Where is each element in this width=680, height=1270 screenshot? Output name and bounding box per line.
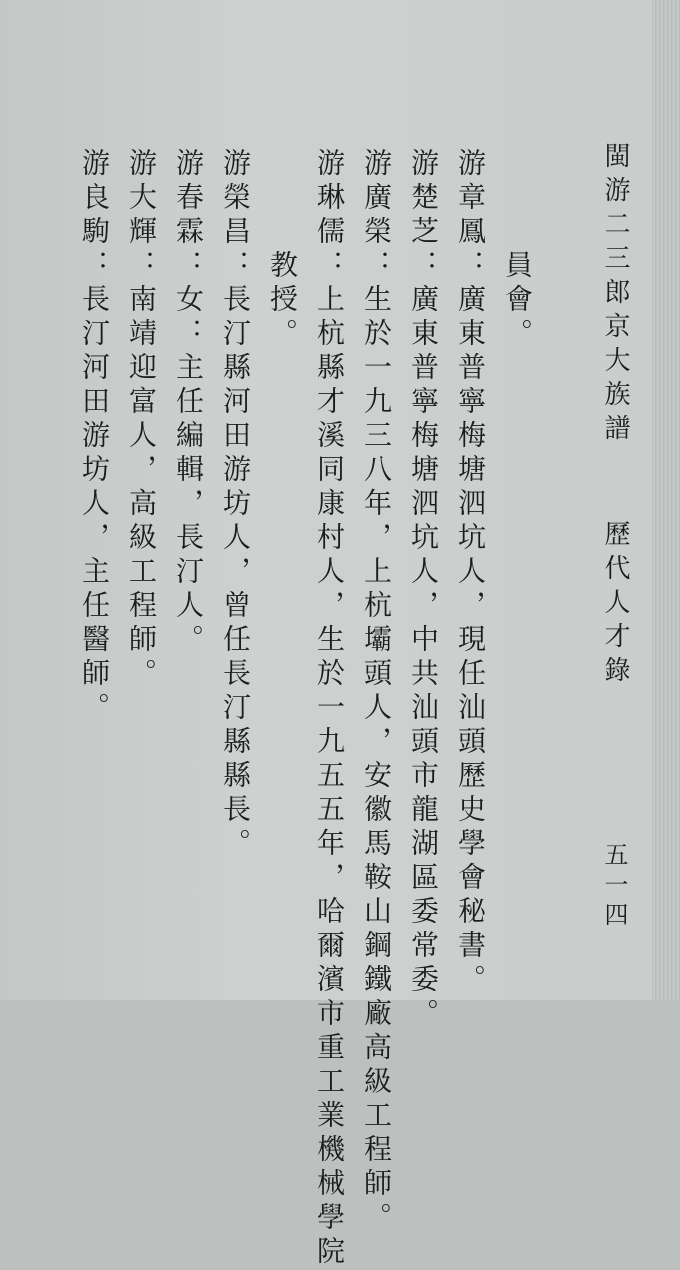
entry-you-liangju: 游良駒：長汀河田游坊人，主任醫師。 xyxy=(78,148,111,726)
section-title: 歷代人才錄 xyxy=(600,520,630,690)
entry-you-chuzhi: 游楚芝：廣東普寧梅塘泗坑人，中共汕頭市龍湖區委常委。 xyxy=(407,148,440,1032)
page-edge xyxy=(652,0,680,1000)
entry-you-guangrong: 游廣榮：生於一九三八年，上杭壩頭人，安徽馬鞍山鋼鐵廠高級工程師。 xyxy=(360,148,393,1236)
entry-continuation-2: 教授。 xyxy=(266,250,299,352)
entry-you-chunlin: 游春霖：女：主任編輯，長汀人。 xyxy=(172,148,205,658)
book-title: 閩游二三郎京大族譜 xyxy=(600,142,630,448)
page-number: 五一四 xyxy=(600,842,628,932)
entry-you-dahui: 游大輝：南靖迎富人，高級工程師。 xyxy=(125,148,158,692)
entry-you-zhangfeng: 游章鳳：廣東普寧梅塘泗坑人，現任汕頭歷史學會秘書。 xyxy=(454,148,487,998)
entry-continuation: 員會。 xyxy=(501,250,534,352)
entry-you-linru: 游琳儒：上杭縣才溪同康村人，生於一九五五年，哈爾濱市重工業機械學院 xyxy=(313,148,346,1270)
entry-you-rongchang: 游榮昌：長汀縣河田游坊人，曾任長汀縣縣長。 xyxy=(219,148,252,862)
